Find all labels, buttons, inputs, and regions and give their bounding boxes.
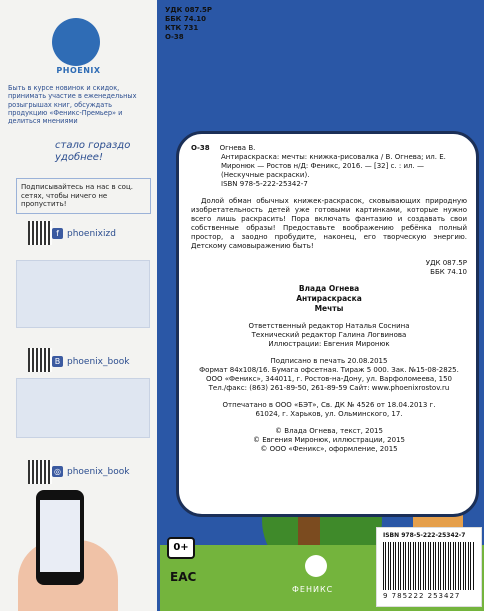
phoenix-logo-icon: [52, 18, 100, 66]
publisher-name: ФЕНИКС: [292, 585, 334, 594]
bibliographic-record: Антираскраска: мечты: книжка-рисовалка / В. Огнева; ил. Е. Миронюк — Ростов н/Д: Феникс, 2016. — [32] с. : ил. — (Нескучные раскраски).: [221, 153, 446, 179]
handwritten-note: стало гораздо удобнее!: [55, 140, 131, 163]
social-label: phoenix_book: [67, 356, 130, 367]
author-name: Огнева В.: [219, 144, 256, 152]
copyright-text: © Влада Огнева, текст, 2015: [275, 427, 383, 435]
facebook-icon: f: [52, 228, 63, 239]
eac-mark: EAC: [170, 570, 197, 584]
left-promo-panel: [0, 0, 157, 611]
barcode-isbn: ISBN 978-5-222-25342-7: [383, 532, 466, 539]
social-label: phoenixizd: [67, 228, 116, 239]
imprint-card: [176, 131, 479, 517]
social-facebook[interactable]: [52, 228, 116, 239]
bbk-code: ББК 74.10: [165, 15, 206, 23]
qr-code-icon: [28, 221, 52, 245]
print-address: 61024, г. Харьков, ул. Ольминского, 17.: [255, 410, 403, 418]
barcode-bars: [383, 542, 475, 590]
udk-code: УДК 087.5Р: [165, 6, 213, 14]
tech-editor: Технический редактор Галина Логвинова: [251, 331, 407, 339]
signed-date: Подписано в печать 20.08.2015: [270, 357, 388, 365]
printed-by: Отпечатано в ООО «БЭТ», Св. ДК № 4526 от 18.04.2013 г.: [222, 401, 436, 409]
classification-codes: [165, 6, 212, 42]
publisher-contacts: Тел./факс: (863) 261-89-50, 261-89-59 Сайт: www.phoenixrostov.ru: [208, 384, 450, 392]
ktk-code: КТК 731: [165, 24, 199, 32]
title-author: Влада Огнева: [298, 284, 360, 293]
title-sub: Мечты: [314, 304, 344, 313]
title-main: Антираскраска: [296, 294, 362, 303]
brand-name: PHOENIX: [56, 66, 101, 75]
author-mark-card: О-38: [191, 144, 210, 152]
social-label: phoenix_book: [67, 466, 130, 477]
age-rating-badge: 0+: [167, 537, 195, 559]
bbk-code-card: ББК 74.10: [430, 267, 467, 276]
book-description: Долой обман обычных книжек-раскрасок, сковывающих природную изобретательность детей уже готовыми картинками, которые нужно всего лишь раскрасить! Пора включать фантазию и создавать свои собственные образы! Предоставьте воображению ребёнка полный простор, а заодно пробудите, наконец, его творческую энергию. Детскому самовыражению быть!: [191, 197, 467, 250]
social-instagram[interactable]: [52, 466, 129, 477]
editor: Ответственный редактор Наталья Соснина: [248, 322, 410, 330]
copyright-design: © ООО «Феникс», оформление, 2015: [260, 445, 398, 453]
phone-illustration: [36, 490, 84, 585]
facebook-screenshot: [16, 260, 150, 328]
qr-code-icon: [28, 460, 52, 484]
isbn-line: ISBN 978-5-222-25342-7: [221, 180, 308, 188]
publisher-address: ООО «Феникс», 344011, г. Ростов-на-Дону, ул. Варфоломеева, 150: [205, 375, 453, 383]
promo-blurb: Быть в курсе новинок и скидок, принимать участие в еженедельных розыгрышах книг, обсуждать продукцию «Феникс-Премьер» и делиться мнениями: [8, 84, 137, 126]
qr-code-icon: [28, 348, 52, 372]
author-mark: О-38: [165, 33, 184, 41]
format-info: Формат 84x108/16. Бумага офсетная. Тираж 5 000. Зак. №15-08-2825.: [199, 366, 459, 374]
vk-icon: B: [52, 356, 63, 367]
barcode-block: [376, 527, 482, 607]
copyright-illustrations: © Евгения Миронюк, иллюстрации, 2015: [253, 436, 405, 444]
subscribe-note: Подписывайтесь на нас в соц. сетях, чтобы ничего не пропустить!: [16, 178, 151, 214]
phoenix-logo-icon: [305, 555, 327, 577]
illustrator: Иллюстрации: Евгения Миронюк: [268, 340, 390, 348]
vk-screenshot: [16, 378, 150, 438]
instagram-icon: ◎: [52, 466, 63, 477]
social-vk[interactable]: [52, 356, 129, 367]
udk-code-card: УДК 087.5Р: [425, 259, 467, 267]
barcode-digits: 9 785222 253427: [383, 592, 461, 600]
